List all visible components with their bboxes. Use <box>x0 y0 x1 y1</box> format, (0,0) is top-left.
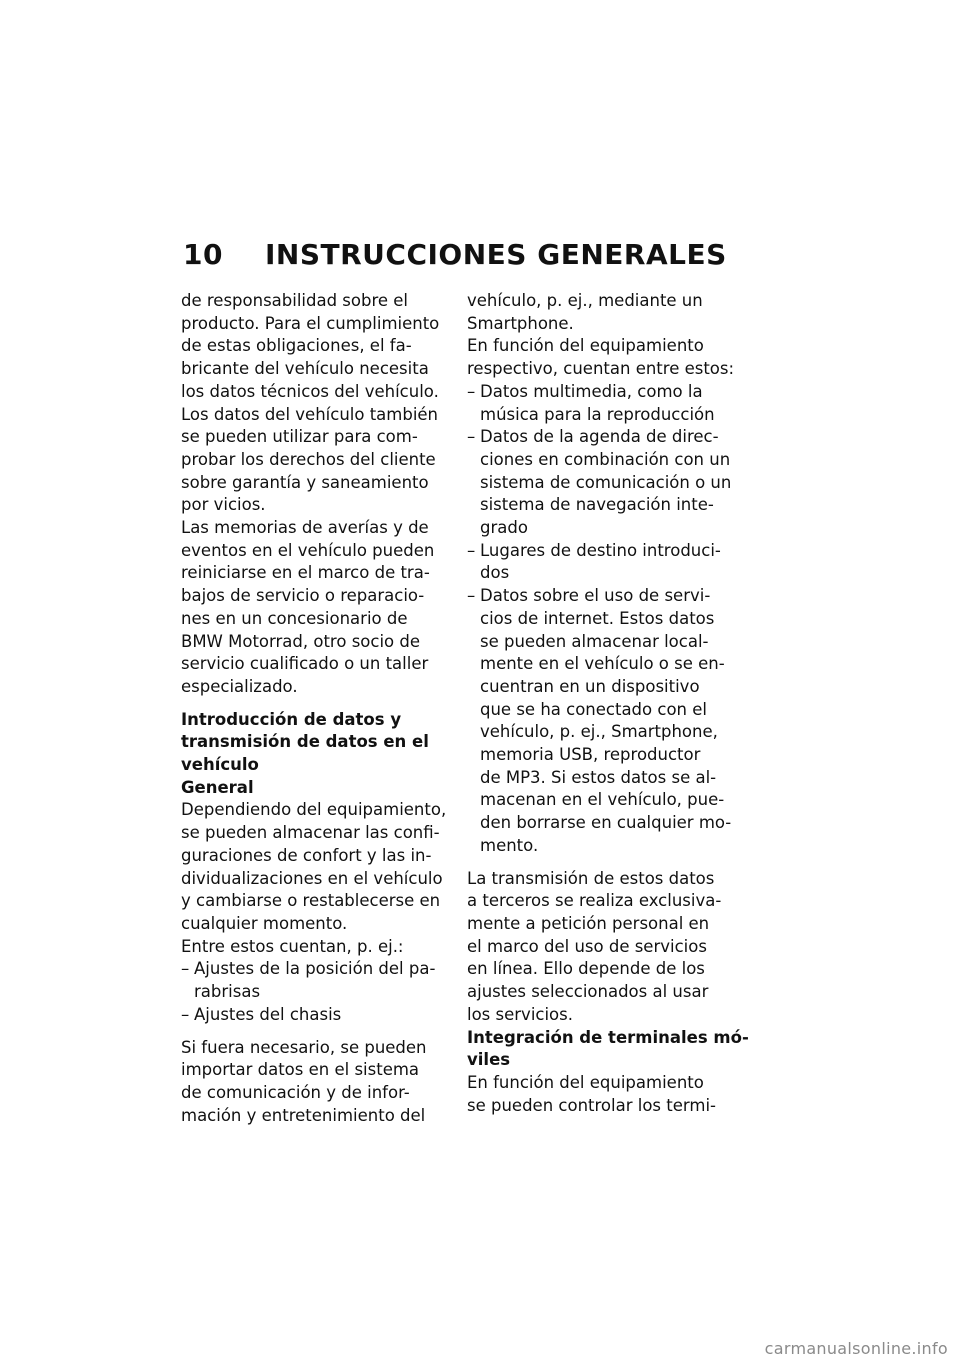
body-text-line <box>181 631 455 654</box>
body-text-line <box>181 868 455 891</box>
line-text: mación y entretenimiento del <box>181 1105 426 1125</box>
line-text: Introducción de datos y <box>181 709 402 729</box>
body-text-line <box>181 936 455 959</box>
body-text-line <box>181 1082 455 1105</box>
body-text-line <box>181 1059 455 1082</box>
line-text: cuentran en un dispositivo <box>480 676 700 696</box>
line-text: Entre estos cuentan, p. ej.: <box>181 936 404 956</box>
body-text-line <box>467 958 741 981</box>
line-text: Si fuera necesario, se pueden <box>181 1037 427 1057</box>
line-text: En función del equipamiento <box>467 1072 704 1092</box>
body-text-line <box>181 517 455 540</box>
line-text: y cambiarse o restablecerse en <box>181 891 441 911</box>
list-item-line <box>467 676 741 699</box>
section-heading-line <box>467 1049 741 1072</box>
left-column <box>181 290 455 1127</box>
body-text-line <box>467 1072 741 1095</box>
line-text: vehículo, p. ej., Smartphone, <box>480 722 718 742</box>
line-text: transmisión de datos en el <box>181 732 429 752</box>
body-text-line <box>181 381 455 404</box>
list-item-line <box>467 426 741 449</box>
list-bullet: – <box>467 540 476 560</box>
line-text: sistema de navegación inte- <box>480 495 714 515</box>
chapter-title: INSTRUCCIONES GENERALES <box>265 238 727 271</box>
list-item-line <box>181 1004 455 1027</box>
line-text: a terceros se realiza exclusiva- <box>467 891 722 911</box>
list-item-line <box>467 835 741 858</box>
line-text: dos <box>480 563 510 583</box>
line-text: bricante del vehículo necesita <box>181 359 429 379</box>
list-item-line <box>467 653 741 676</box>
list-item-line <box>467 585 741 608</box>
section-heading-line <box>181 754 455 777</box>
body-text-line <box>467 290 741 313</box>
list-item-line <box>467 494 741 517</box>
watermark: carmanualsonline.info <box>764 1339 948 1358</box>
line-text: especializado. <box>181 676 298 696</box>
line-text: En función del equipamiento <box>467 336 704 356</box>
line-text: se pueden utilizar para com- <box>181 427 418 447</box>
line-text: cios de internet. Estos datos <box>480 608 715 628</box>
line-text: en línea. Ello depende de los <box>467 959 705 979</box>
list-item-line <box>467 721 741 744</box>
list-item-line <box>467 744 741 767</box>
line-text: dividualizaciones en el vehículo <box>181 868 443 888</box>
body-text-line <box>467 868 741 891</box>
body-text-line <box>181 540 455 563</box>
body-text-line <box>467 358 741 381</box>
line-text: rabrisas <box>194 982 261 1002</box>
line-text: Integración de terminales mó- <box>467 1027 749 1047</box>
body-text-line <box>181 562 455 585</box>
paragraph-gap <box>467 858 741 868</box>
line-text: Dependiendo del equipamiento, <box>181 800 447 820</box>
list-bullet: – <box>181 959 190 979</box>
body-text-line <box>467 936 741 959</box>
list-item-line <box>467 562 741 585</box>
line-text: probar los derechos del cliente <box>181 449 436 469</box>
body-text-line <box>467 1095 741 1118</box>
body-text-line <box>181 494 455 517</box>
line-text: se pueden almacenar las confi- <box>181 823 440 843</box>
body-text-line <box>181 890 455 913</box>
body-text-line <box>181 1105 455 1128</box>
list-bullet: – <box>181 1004 190 1024</box>
section-heading-line <box>467 1027 749 1050</box>
body-text-line <box>467 1004 741 1027</box>
paragraph-gap <box>181 1027 455 1037</box>
line-text: Ajustes del chasis <box>194 1004 342 1024</box>
body-text-line <box>467 313 741 336</box>
line-text: cualquier momento. <box>181 913 348 933</box>
body-text-line <box>181 404 455 427</box>
list-item-line <box>467 812 741 835</box>
body-text-line <box>467 913 741 936</box>
list-item-line <box>467 767 741 790</box>
line-text: Las memorias de averías y de <box>181 518 429 538</box>
line-text: importar datos en el sistema <box>181 1060 420 1080</box>
line-text: bajos de servicio o reparacio- <box>181 586 425 606</box>
body-text-line <box>181 676 455 699</box>
line-text: se pueden almacenar local- <box>480 631 709 651</box>
section-heading-line <box>181 709 455 732</box>
line-text: de comunicación y de infor- <box>181 1082 410 1102</box>
body-text-line <box>181 426 455 449</box>
line-text: por vicios. <box>181 495 266 515</box>
list-bullet: – <box>467 381 476 401</box>
line-text: sobre garantía y saneamiento <box>181 472 429 492</box>
line-text: Datos sobre el uso de servi- <box>480 586 711 606</box>
line-text: vehículo, p. ej., mediante un <box>467 291 703 310</box>
line-text: grado <box>480 518 528 538</box>
body-text-line <box>181 653 455 676</box>
line-text: macenan en el vehículo, pue- <box>480 790 725 810</box>
line-text: viles <box>467 1050 511 1070</box>
line-text: mente a petición personal en <box>467 913 710 933</box>
line-text: ajustes seleccionados al usar <box>467 982 709 1002</box>
line-text: los servicios. <box>467 1004 573 1024</box>
line-text: Lugares de destino introduci- <box>480 540 721 560</box>
body-text-line <box>181 799 455 822</box>
line-text: eventos en el vehículo pueden <box>181 540 435 560</box>
line-text: BMW Motorrad, otro socio de <box>181 631 421 651</box>
list-item-line <box>467 631 741 654</box>
list-item-line <box>467 404 741 427</box>
line-text: memoria USB, reproductor <box>480 745 701 765</box>
body-text-line <box>181 913 455 936</box>
body-text-line <box>181 358 455 381</box>
line-text: ciones en combinación con un <box>480 449 731 469</box>
right-column <box>467 290 749 1117</box>
line-text: Smartphone. <box>467 313 574 333</box>
line-text: los datos técnicos del vehículo. <box>181 381 439 401</box>
body-text-line <box>181 472 455 495</box>
line-text: La transmisión de estos datos <box>467 868 715 888</box>
line-text: de responsabilidad sobre el <box>181 291 409 310</box>
list-item-line <box>467 449 741 472</box>
list-item-line <box>467 699 741 722</box>
body-text-line <box>467 981 741 1004</box>
line-text: Los datos del vehículo también <box>181 404 439 424</box>
line-text: sistema de comunicación o un <box>480 472 732 492</box>
line-text: nes en un concesionario de <box>181 608 408 628</box>
body-text-line <box>467 890 741 913</box>
body-text-line <box>181 335 455 358</box>
list-item-line <box>467 381 741 404</box>
paragraph-gap <box>181 699 455 709</box>
page-header <box>183 238 743 271</box>
body-text-line <box>181 313 455 336</box>
body-text-line <box>181 1037 455 1060</box>
line-text: producto. Para el cumplimiento <box>181 313 440 333</box>
chapter-number: 10 <box>183 238 223 271</box>
line-text: Ajustes de la posición del pa- <box>194 959 436 979</box>
line-text: de MP3. Si estos datos se al- <box>480 767 717 787</box>
list-item-line <box>467 789 741 812</box>
line-text: respectivo, cuentan entre estos: <box>467 359 735 379</box>
line-text: Datos de la agenda de direc- <box>480 427 719 447</box>
list-item-line <box>467 517 741 540</box>
body-text-line <box>181 585 455 608</box>
line-text: se pueden controlar los termi- <box>467 1095 716 1115</box>
line-text: guraciones de confort y las in- <box>181 845 432 865</box>
line-text: Datos multimedia, como la <box>480 381 703 401</box>
line-text: música para la reproducción <box>480 404 715 424</box>
line-text: el marco del uso de servicios <box>467 936 707 956</box>
section-heading-line <box>181 731 455 754</box>
list-bullet: – <box>467 586 476 606</box>
line-text: que se ha conectado con el <box>480 699 707 719</box>
line-text: reiniciarse en el marco de tra- <box>181 563 430 583</box>
body-text-line <box>181 290 455 313</box>
body-text-line <box>467 335 741 358</box>
list-item-line <box>181 981 455 1004</box>
line-text: mente en el vehículo o se en- <box>480 654 725 674</box>
list-item-line <box>467 608 741 631</box>
section-heading-line <box>181 777 455 800</box>
list-item-line <box>467 540 741 563</box>
body-text-line <box>181 822 455 845</box>
line-text: den borrarse en cualquier mo- <box>480 813 732 833</box>
body-text-line <box>181 845 455 868</box>
line-text: mento. <box>480 835 539 855</box>
line-text: General <box>181 777 254 797</box>
list-item-line <box>467 472 741 495</box>
line-text: de estas obligaciones, el fa- <box>181 336 412 356</box>
body-text-line <box>181 608 455 631</box>
list-bullet: – <box>467 427 476 447</box>
line-text: vehículo <box>181 755 259 775</box>
line-text: servicio cualificado o un taller <box>181 654 429 674</box>
list-item-line <box>181 958 455 981</box>
body-text-line <box>181 449 455 472</box>
